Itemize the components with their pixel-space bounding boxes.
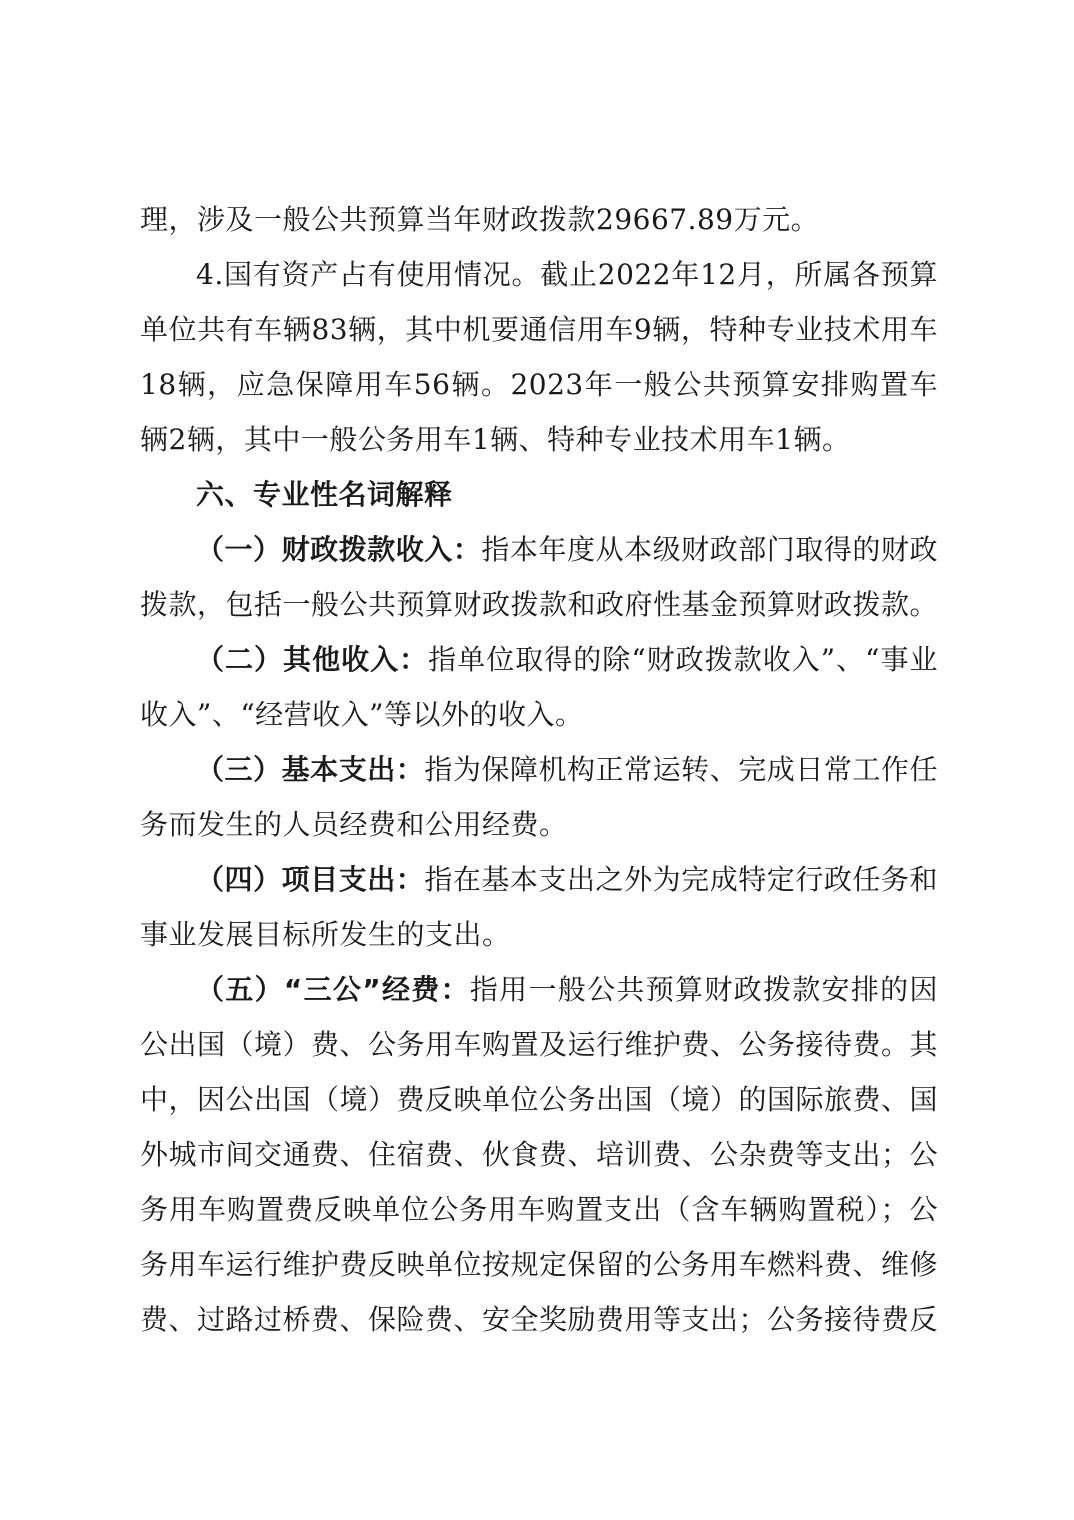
definition-term: （四）项目支出： (196, 863, 425, 896)
definition-term: （三）基本支出： (196, 753, 425, 786)
definition-text: 指本年度从本级财政部门取得的财政拨款，包括一般公共预算财政拨款和政府性基金预算财政拨款。 (140, 533, 939, 621)
definition-term: （二）其他收入： (196, 643, 429, 676)
paragraph-continuation: 理，涉及一般公共预算当年财政拨款29667.89万元。 (140, 203, 820, 236)
definition-text: 指在基本支出之外为完成特定行政任务和事业发展目标所发生的支出。 (140, 863, 938, 951)
definition-item (140, 632, 938, 742)
definition-item (140, 852, 938, 962)
definition-text: 指单位取得的除“财政拨款收入”、“事业收入”、“经营收入”等以外的收入。 (140, 643, 938, 731)
definition-item (140, 962, 938, 1347)
definition-text: 指用一般公共预算财政拨款安排的因公出国（境）费、公务用车购置及运行维护费、公务接待费。其中，因公出国（境）费反映单位公务出国（境）的国际旅费、国外城市间交通费、住宿费、伙食费、培训费、公杂费等支出；公务用车购置费反映单位公务用车购置支出（含车辆购置税）；公务用车运行维护费反映单位按规定保留的公务用车燃料费、维修费、过路过桥费、保险费、安全奖励费用等支出；公务接待费反 (140, 973, 939, 1336)
definition-text: 指为保障机构正常运转、完成日常工作任务而发生的人员经费和公用经费。 (140, 753, 938, 841)
definition-term: （一）财政拨款收入： (196, 533, 482, 566)
document-page (140, 192, 938, 1347)
definition-term: （五）“三公”经费： (196, 973, 470, 1006)
paragraph-state-assets: 4.国有资产占有使用情况。截止2022年12月，所属各预算单位共有车辆83辆，其中机要通信用车9辆，特种专业技术用车18辆，应急保障用车56辆。2023年一般公共预算安排购置车辆2辆，其中一般公务用车1辆、特种专业技术用车1辆。 (140, 258, 938, 456)
section-heading: 六、专业性名词解释 (196, 478, 453, 511)
definition-item (140, 522, 938, 632)
definition-item (140, 742, 938, 852)
